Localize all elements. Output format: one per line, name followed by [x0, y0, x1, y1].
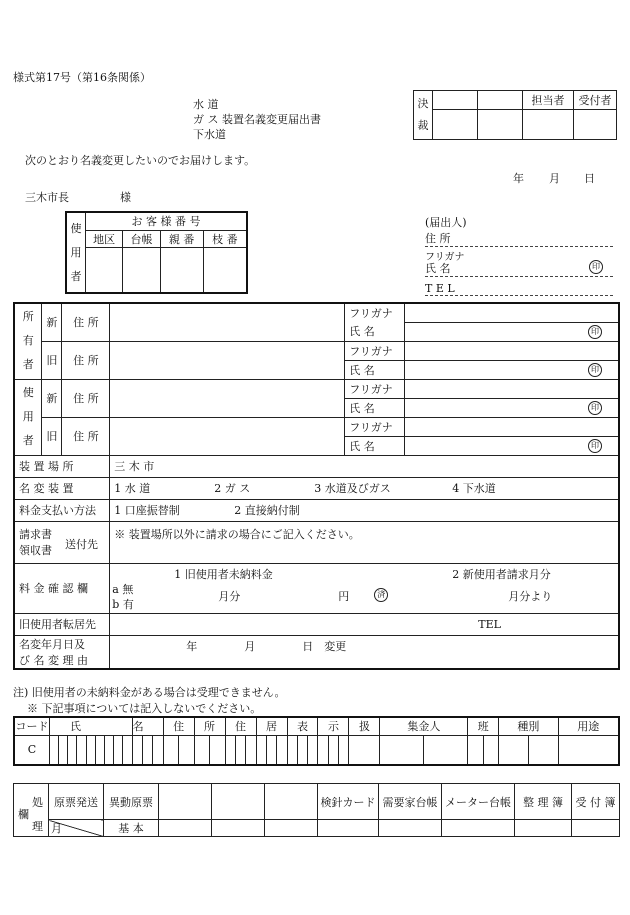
- user-label-2: 用: [22, 410, 34, 423]
- form-number: 様式第17号（第16条関係）: [13, 71, 151, 84]
- processing-table: [13, 783, 620, 837]
- code-cell[interactable]: [528, 735, 558, 765]
- cust-user-label-2: 用: [70, 245, 82, 259]
- date-month: 月: [549, 172, 560, 185]
- code-cell[interactable]: [499, 735, 529, 765]
- code-header-yoto: 用途: [558, 717, 619, 735]
- payment-option-direct[interactable]: 2 直接納付制: [234, 504, 300, 517]
- name-change-device-options[interactable]: [110, 477, 619, 499]
- owner-old-furigana-label: フリガナ: [345, 341, 405, 360]
- code-c: C: [14, 735, 50, 765]
- approval-kessai: 決: [417, 97, 429, 110]
- applicant-name-field[interactable]: [425, 260, 613, 277]
- applicant-address-label: 住 所: [425, 232, 451, 245]
- user-old-address-field[interactable]: [110, 417, 345, 455]
- proc-month: 月: [51, 822, 62, 835]
- code-cell[interactable]: [114, 735, 123, 765]
- code-cell[interactable]: [59, 735, 68, 765]
- proc-cell[interactable]: [379, 820, 442, 837]
- invoice-note: ※ 装置場所以外に請求の場合にご記入ください。: [114, 527, 360, 541]
- main-form-table: [13, 302, 620, 670]
- code-cell[interactable]: [339, 735, 349, 765]
- device-option-sewer[interactable]: 4 下水道: [452, 482, 496, 495]
- cell-edaban[interactable]: [203, 247, 247, 293]
- proc-cell[interactable]: [318, 820, 379, 837]
- code-cell[interactable]: [163, 735, 178, 765]
- code-header-jyu: 住: [163, 717, 194, 735]
- code-cell[interactable]: [210, 735, 225, 765]
- owner-old-label: 旧: [42, 341, 62, 379]
- owner-old-furigana-field[interactable]: [405, 341, 619, 360]
- proc-header-seiri: 整 理 簿: [515, 784, 572, 820]
- user-new-address-label: 住 所: [62, 379, 110, 417]
- user-old-furigana-field[interactable]: [405, 417, 619, 436]
- code-header-hyo: 表: [287, 717, 318, 735]
- invoice-label-cell: [14, 521, 110, 563]
- device-option-water[interactable]: 1 水 道: [114, 482, 151, 495]
- proc-blank-2[interactable]: [212, 784, 265, 820]
- user-old-furigana-label: フリガナ: [345, 417, 405, 436]
- old-user-move-tel: TEL: [478, 617, 501, 631]
- code-header-han: 班: [468, 717, 499, 735]
- invoice-label-3: 送付先: [65, 537, 98, 551]
- user-old-name-field[interactable]: [405, 436, 619, 455]
- code-cell[interactable]: [95, 735, 104, 765]
- code-cell[interactable]: [483, 735, 498, 765]
- proc-label-cell: [14, 784, 49, 837]
- invoice-address-field[interactable]: [110, 521, 619, 563]
- code-cell[interactable]: [558, 735, 619, 765]
- title-gas: ガ ス 装置名義変更届出書: [193, 113, 321, 126]
- proc-cell[interactable]: [212, 820, 265, 837]
- title-water: 水 道: [193, 98, 219, 111]
- code-header-sho: 所: [194, 717, 225, 735]
- note-unpaid: 注) 旧使用者の未納料金がある場合は受理できません。: [13, 686, 286, 699]
- user-new-name-field[interactable]: [405, 398, 619, 417]
- owner-old-address-field[interactable]: [110, 341, 345, 379]
- proc-kihon: 基 本: [104, 820, 159, 837]
- proc-header-meter: メーター台帳: [442, 784, 515, 820]
- user-new-address-field[interactable]: [110, 379, 345, 417]
- code-cell[interactable]: [246, 735, 256, 765]
- proc-cell[interactable]: [515, 820, 572, 837]
- user-new-label: 新: [42, 379, 62, 417]
- device-location-value[interactable]: 三 木 市: [110, 455, 619, 477]
- proc-cell[interactable]: [572, 820, 620, 837]
- owner-label-1: 所: [22, 310, 34, 324]
- payment-option-transfer[interactable]: 1 口座振替制: [114, 504, 180, 517]
- proc-label: 処: [32, 796, 43, 809]
- owner-old-address-label: 住 所: [62, 341, 110, 379]
- intro-text: 次のとおり名義変更したいのでお届けします。: [25, 154, 256, 167]
- code-cell[interactable]: [349, 735, 380, 765]
- proc-header-ido: 異動原票: [104, 784, 159, 820]
- fee-item1: 1 旧使用者未納料金: [174, 567, 273, 581]
- owner-new-address-field[interactable]: [110, 303, 345, 341]
- applicant-name-label: 氏 名: [425, 262, 451, 275]
- date-day: 日: [584, 172, 595, 185]
- proc-month-cell[interactable]: [49, 820, 104, 837]
- owner-new-furigana-field[interactable]: [405, 303, 619, 322]
- fee-from-month: 月分より: [508, 589, 553, 603]
- user-new-furigana-label: フリガナ: [345, 379, 405, 398]
- proc-header-genpyo: 原票発送: [49, 784, 104, 820]
- change-date-label-1: 名変年月日及: [19, 637, 85, 651]
- change-date-change: 変更: [324, 639, 347, 653]
- code-header-mei: 名: [132, 717, 163, 735]
- user-label-3: 者: [22, 434, 34, 447]
- code-cell[interactable]: [153, 735, 163, 765]
- change-date-label-2: び 名 変 理 由: [19, 653, 88, 667]
- code-cell[interactable]: [225, 735, 235, 765]
- fee-check-field[interactable]: [110, 563, 619, 613]
- owner-new-name-label: 氏 名: [345, 322, 405, 341]
- device-option-gas[interactable]: 2 ガ ス: [214, 482, 251, 495]
- addressee-sama: 様: [120, 191, 131, 204]
- change-date-day: 日: [302, 639, 314, 653]
- device-option-water-gas[interactable]: 3 水道及びガス: [314, 482, 391, 495]
- proc-blank-1[interactable]: [159, 784, 212, 820]
- code-cell[interactable]: [287, 735, 297, 765]
- owner-new-name-field[interactable]: [405, 322, 619, 341]
- name-change-device-label: 名 変 装 置: [14, 477, 110, 499]
- change-date-field[interactable]: [110, 635, 619, 669]
- code-header-kyo: 居: [256, 717, 287, 735]
- user-label-1: 使: [22, 386, 34, 399]
- user-old-seal-icon: 印: [588, 439, 602, 453]
- approval-box: [413, 90, 617, 140]
- owner-old-name-field[interactable]: [405, 360, 619, 379]
- code-cell[interactable]: [179, 735, 194, 765]
- owner-new-label: 新: [42, 303, 62, 341]
- user-old-label: 旧: [42, 417, 62, 455]
- owner-new-address-label: 住 所: [62, 303, 110, 341]
- col-oyaban: 親 番: [160, 230, 203, 247]
- code-cell[interactable]: [266, 735, 276, 765]
- cell-daicho[interactable]: [123, 247, 160, 293]
- cell-oyaban[interactable]: [160, 247, 203, 293]
- customer-number-header: お 客 様 番 号: [86, 212, 248, 230]
- code-header-jyu2: 住: [225, 717, 256, 735]
- old-user-move-field[interactable]: [110, 613, 619, 635]
- fee-yen: 円: [338, 589, 350, 603]
- fee-b[interactable]: b 有: [112, 597, 134, 611]
- fee-months: 月分: [218, 589, 241, 603]
- proc-cell[interactable]: [159, 820, 212, 837]
- code-header-shi: 氏: [50, 717, 133, 735]
- proc-header-uketsuke: 受 付 簿: [572, 784, 620, 820]
- proc-column-label: 欄: [18, 808, 29, 821]
- proc-ri-label: 理: [32, 820, 43, 833]
- old-user-move-label: 旧使用者転居先: [14, 613, 110, 635]
- col-edaban: 枝 番: [203, 230, 247, 247]
- change-date-label-cell: [14, 635, 110, 669]
- date-year: 年: [513, 172, 524, 185]
- approval-uketsuke: 受付者: [574, 91, 617, 110]
- code-cell[interactable]: [123, 735, 132, 765]
- applicant-tel-label: T E L: [425, 282, 455, 295]
- code-cell[interactable]: [132, 735, 142, 765]
- change-date-month: 月: [244, 639, 256, 653]
- applicant-tel-field[interactable]: [425, 282, 613, 296]
- cell-chiku[interactable]: [86, 247, 123, 293]
- owner-new-furigana-label: フリガナ: [345, 303, 405, 322]
- applicant-address-field[interactable]: [425, 230, 613, 247]
- invoice-label-2: 領収書: [19, 544, 52, 557]
- code-cell[interactable]: [277, 735, 287, 765]
- fee-check-label: 料 金 確 認 欄: [14, 563, 110, 613]
- code-header-atsukai: 扱: [349, 717, 380, 735]
- fee-a[interactable]: a 無: [112, 582, 134, 596]
- applicant-furigana-label: フリガナ: [425, 252, 465, 263]
- title-sewer: 下水道: [193, 128, 226, 141]
- applicant-heading: (届出人): [425, 216, 467, 229]
- code-cell[interactable]: [297, 735, 307, 765]
- code-cell[interactable]: [424, 735, 468, 765]
- proc-blank-3[interactable]: [265, 784, 318, 820]
- user-new-name-label: 氏 名: [345, 398, 405, 417]
- col-daicho: 台帳: [123, 230, 160, 247]
- invoice-label-1: 請求書: [19, 528, 52, 541]
- note-do-not-fill: ※ 下記事項については記入しないでください。: [27, 702, 262, 715]
- col-chiku: 地区: [86, 230, 123, 247]
- code-cell[interactable]: [256, 735, 266, 765]
- code-cell[interactable]: [68, 735, 77, 765]
- customer-number-box: [65, 211, 248, 294]
- code-cell[interactable]: [142, 735, 152, 765]
- applicant-seal-icon: 印: [589, 260, 603, 274]
- code-cell[interactable]: [235, 735, 245, 765]
- code-cell[interactable]: [104, 735, 113, 765]
- user-old-address-label: 住 所: [62, 417, 110, 455]
- approval-sai: 裁: [417, 119, 429, 132]
- approval-tanto: 担当者: [523, 91, 574, 110]
- user-new-furigana-field[interactable]: [405, 379, 619, 398]
- owner-old-name-label: 氏 名: [345, 360, 405, 379]
- user-new-seal-icon: 印: [588, 401, 602, 415]
- code-cell[interactable]: [308, 735, 318, 765]
- code-cell[interactable]: [194, 735, 209, 765]
- payment-label: 料金支払い方法: [14, 499, 110, 521]
- code-header-ji: 示: [318, 717, 349, 735]
- code-cell[interactable]: [77, 735, 86, 765]
- device-location-label: 装 置 場 所: [14, 455, 110, 477]
- code-header-shubetsu: 種別: [499, 717, 558, 735]
- owner-old-seal-icon: 印: [588, 363, 602, 377]
- cust-user-label-3: 者: [70, 269, 82, 283]
- code-table: [13, 716, 620, 766]
- code-cell[interactable]: [318, 735, 328, 765]
- proc-cell[interactable]: [265, 820, 318, 837]
- proc-header-kenshin: 検針カード: [318, 784, 379, 820]
- code-header-shukin: 集金人: [380, 717, 468, 735]
- payment-options[interactable]: [110, 499, 619, 521]
- proc-cell[interactable]: [442, 820, 515, 837]
- user-old-name-label: 氏 名: [345, 436, 405, 455]
- proc-header-juyoka: 需要家台帳: [379, 784, 442, 820]
- code-cell[interactable]: [50, 735, 59, 765]
- change-date-year: 年: [186, 639, 198, 653]
- owner-label-3: 者: [22, 358, 34, 372]
- code-cell[interactable]: [86, 735, 95, 765]
- code-cell[interactable]: [328, 735, 338, 765]
- code-cell[interactable]: [468, 735, 483, 765]
- fee-item2: 2 新使用者請求月分: [452, 567, 551, 581]
- owner-new-seal-icon: 印: [588, 325, 602, 339]
- fee-paid-stamp-icon: 済: [374, 588, 388, 602]
- cust-user-label-1: 使: [70, 221, 82, 235]
- addressee-name: 三木市長: [25, 191, 69, 204]
- code-cell[interactable]: [380, 735, 424, 765]
- code-label: コード: [14, 717, 50, 735]
- owner-label-2: 有: [22, 334, 34, 348]
